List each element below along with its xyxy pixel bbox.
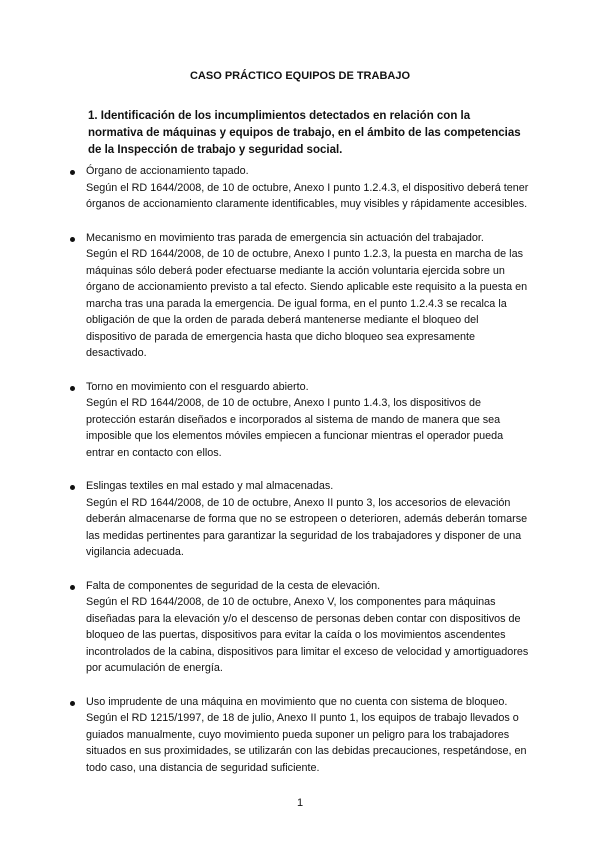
list-item: [70, 163, 530, 213]
finding-body: Según el RD 1644/2008, de 10 de octubre, Anexo V, los componentes para máquinas diseñadas para la elevación y/o el descenso de personas deben contar con dispositivos de bloqueo de las puertas, dispositivos para evitar la caída o los movimientos ascendentes incontrolados de la cabina, dispositivos para limitar el exceso de velocidad y amortiguadores por acumulación de energía.: [86, 596, 529, 674]
list-item: [70, 478, 530, 561]
finding-title: Órgano de accionamiento tapado.: [86, 165, 249, 177]
list-item: [70, 230, 530, 362]
list-item: [70, 379, 530, 462]
bullet-icon: [70, 237, 75, 242]
finding-title: Mecanismo en movimiento tras parada de emergencia sin actuación del trabajador.: [86, 231, 484, 244]
document-title: CASO PRÁCTICO EQUIPOS DE TRABAJO: [189, 70, 411, 82]
bullet-icon: [70, 701, 75, 706]
bullet-icon: [70, 485, 75, 490]
finding-body: Según el RD 1644/2008, de 10 de octubre, Anexo I punto 1.2.3, la puesta en marcha de las máquinas sólo deberá poder efectuarse mediante la acción voluntaria ejercida sobre un órgano de accionamiento previsto a tal efecto. Siendo aplicable este requisito a la puesta en marcha tras una parada la emergencia. De igual forma, en el punto 1.2.4.3 se recalca la obligación de que la orden de parada deberá mantenerse mediante el bloqueo del dispositivo de parada de emergencia hasta que dicho bloqueo sea expresamente desactivado.: [86, 248, 528, 359]
finding-body: Según el RD 1644/2008, de 10 de octubre, Anexo I punto 1.4.3, los dispositivos de protección estarán diseñados e incorporados al sistema de mando de manera que sea imposible que los elementos móviles empiecen a funcionar mientras el operador pueda entrar en contacto con ellos.: [86, 397, 504, 459]
finding-body: Según el RD 1215/1997, de 18 de julio, Anexo II punto 1, los equipos de trabajo llevados o guiados manualmente, cuyo movimiento pueda suponer un peligro para los trabajadores situados en sus proximidades, se utilizarán con las debidas precauciones, respetándose, en todo caso, una distancia de seguridad suficiente.: [86, 712, 527, 774]
finding-title: Falta de componentes de seguridad de la cesta de elevación.: [86, 579, 381, 592]
finding-body: Según el RD 1644/2008, de 10 de octubre, Anexo II punto 3, los accesorios de elevación deberán almacenarse de forma que no se estropeen o deterioren, además deberán tomarse las medidas pertinentes para garantizar la seguridad de los trabajadores y disponer de una vigilancia adecuada.: [86, 496, 528, 558]
bullet-icon: [70, 386, 75, 391]
section-heading: 1. Identificación de los incumplimientos detectados en relación con la normativa de máquinas y equipos de trabajo, en el ámbito de las competencias de la Inspección de trabajo y seguridad social.: [88, 110, 521, 156]
finding-title: Uso imprudente de una máquina en movimiento que no cuenta con sistema de bloqueo.: [86, 695, 508, 708]
bullet-icon: [70, 170, 75, 175]
finding-body: Según el RD 1644/2008, de 10 de octubre, Anexo I punto 1.2.4.3, el dispositivo deberá tener órganos de accionamiento claramente identificables, muy visibles y rápidamente accesibles.: [86, 181, 529, 210]
list-item: [70, 578, 530, 677]
findings-list: [70, 163, 530, 793]
list-item: [70, 694, 530, 777]
bullet-icon: [70, 585, 75, 590]
page-number: 1: [296, 797, 304, 809]
finding-title: Eslingas textiles en mal estado y mal almacenadas.: [86, 480, 334, 492]
finding-title: Torno en movimiento con el resguardo abierto.: [86, 380, 309, 393]
